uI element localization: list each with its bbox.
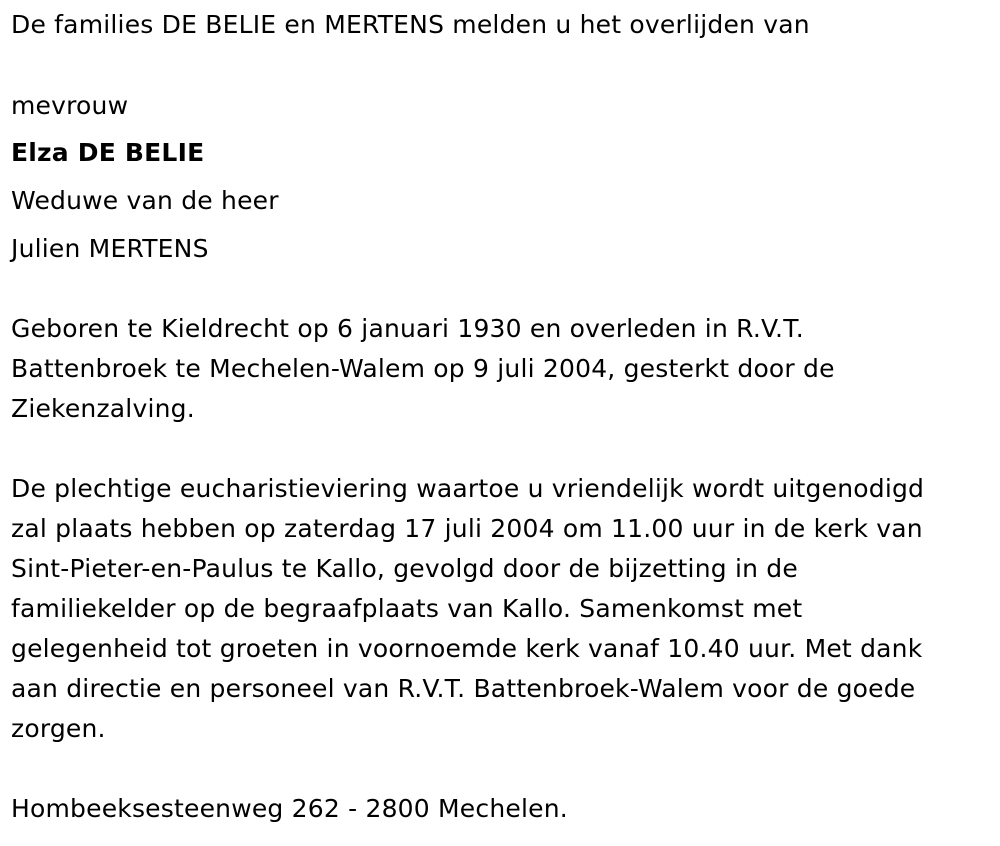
ceremony-line: Sint-Pieter-en-Paulus te Kallo, gevolgd door de bijzetting in de bbox=[11, 554, 798, 583]
spouse-name: Julien MERTENS bbox=[11, 234, 209, 263]
deceased-name: Elza DE BELIE bbox=[11, 138, 205, 167]
birth-death-line: Ziekenzalving. bbox=[11, 394, 195, 423]
ceremony-line: familiekelder op de begraafplaats van Kallo. Samenkomst met bbox=[11, 594, 803, 623]
relation-line: Weduwe van de heer bbox=[11, 186, 279, 215]
ceremony-line: aan directie en personeel van R.V.T. Battenbroek-Walem voor de goede bbox=[11, 674, 916, 703]
ceremony-line: zorgen. bbox=[11, 714, 106, 743]
birth-death-line: Battenbroek te Mechelen-Walem op 9 juli 2004, gesterkt door de bbox=[11, 354, 835, 383]
salutation: mevrouw bbox=[11, 91, 129, 120]
ceremony-line: De plechtige eucharistieviering waartoe u vriendelijk wordt uitgenodigd bbox=[11, 474, 925, 503]
intro-line: De families DE BELIE en MERTENS melden u het overlijden van bbox=[11, 10, 810, 39]
birth-death-line: Geboren te Kieldrecht op 6 januari 1930 en overleden in R.V.T. bbox=[11, 314, 804, 343]
ceremony-line: zal plaats hebben op zaterdag 17 juli 2004 om 11.00 uur in de kerk van bbox=[11, 514, 923, 543]
ceremony-line: gelegenheid tot groeten in voornoemde kerk vanaf 10.40 uur. Met dank bbox=[11, 634, 923, 663]
address-line: Hombeeksesteenweg 262 - 2800 Mechelen. bbox=[11, 794, 568, 823]
